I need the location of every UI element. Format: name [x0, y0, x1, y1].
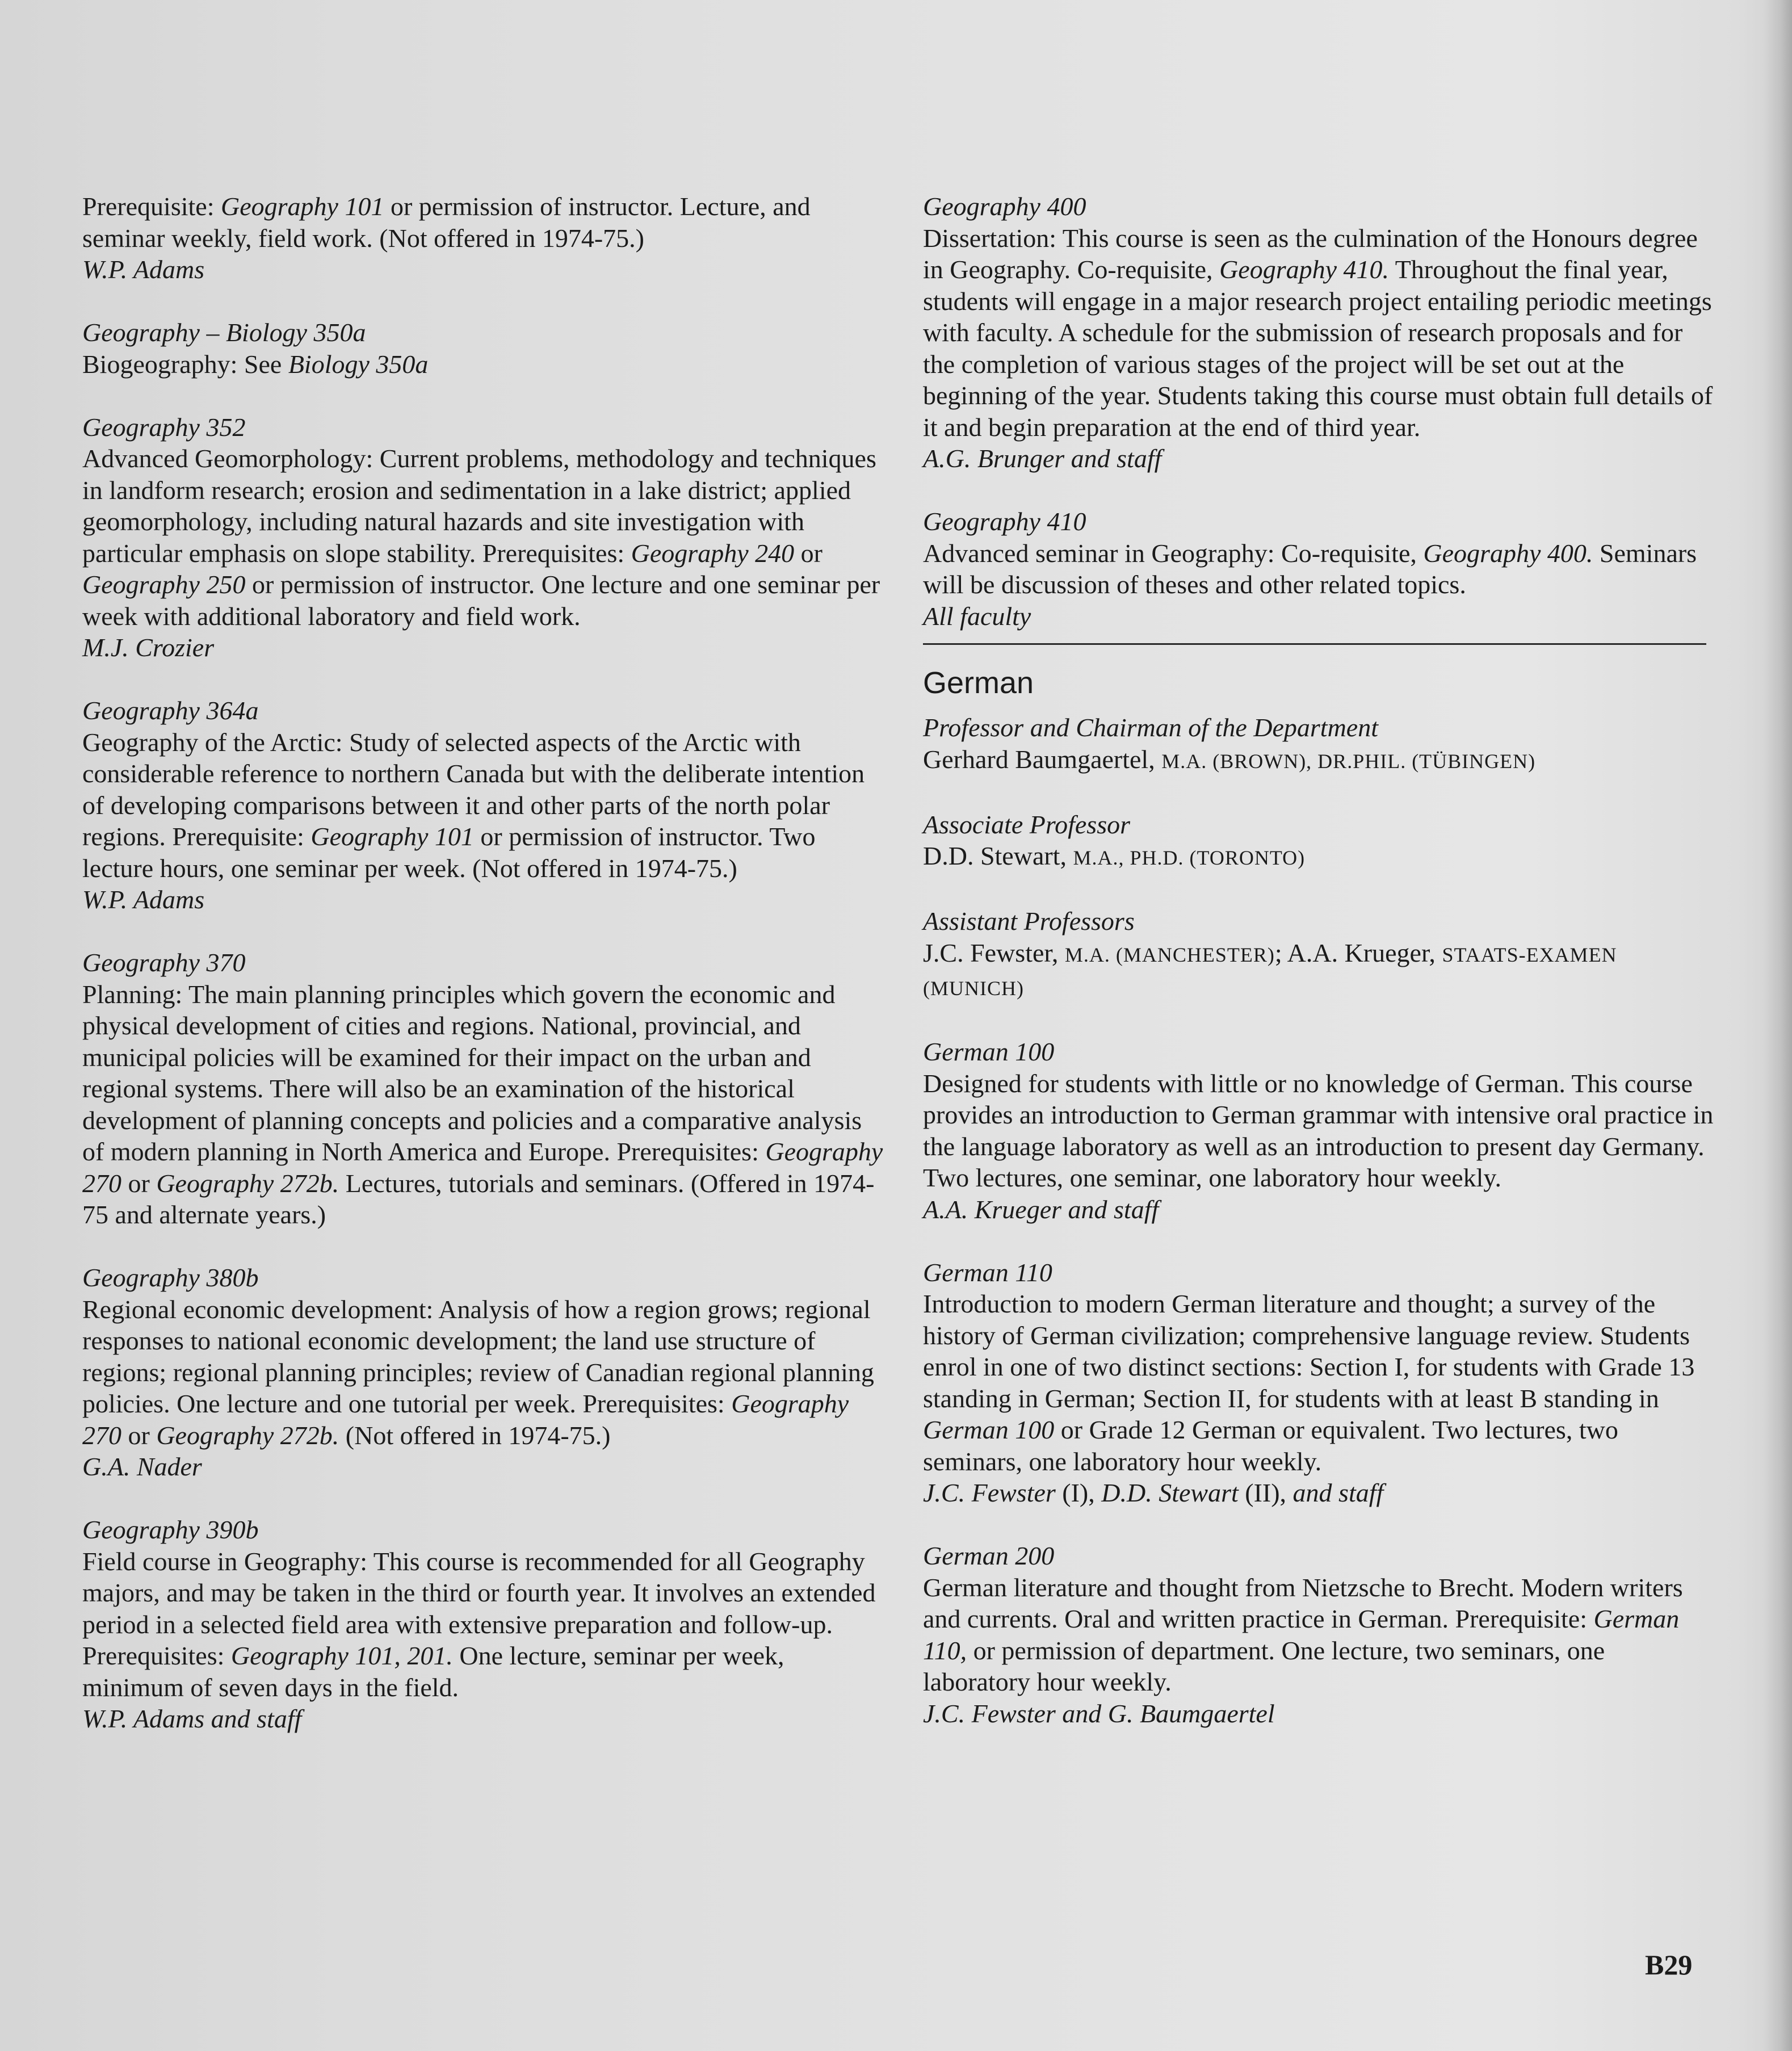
text-run: Throughout the final year, students will engage in a major research project entailing periodic meetings with faculty. A schedule for the submission of research proposals and for the completion of various stages of the project will be set out at the beginning of the year. Students taking this course must obtain full details of it and begin preparation at the end of third year.: [923, 255, 1713, 442]
course-instructor: W.P. Adams: [82, 255, 205, 284]
course-reference: Geography 101: [221, 192, 384, 221]
text-run: Lectures, tutorials and seminars. (Offered in 1974-75 and alternate years.): [82, 1168, 875, 1229]
course-entry: [923, 506, 1718, 632]
course-instructor: M.J. Crozier: [82, 633, 215, 662]
course-reference: Geography 270: [82, 1137, 883, 1198]
text-run: Biogeography: See: [82, 349, 288, 379]
course-reference: Geography 410.: [1219, 255, 1390, 284]
course-reference: German 100: [923, 1415, 1055, 1444]
course-entry: [82, 1262, 888, 1483]
course-description: [82, 1546, 888, 1704]
text-run: Planning: The main planning principles which govern the economic and physical development of cities and regions. National, provincial, and municipal policies will be examined for their impact on the urban and regional systems. There will also be an examination of the historical development of planning concepts and policies and a comparative analysis of modern planning in North America and Europe. Prerequisites:: [82, 979, 862, 1166]
faculty-name: J.C. Fewster,: [923, 938, 1065, 967]
text-run: or Grade 12 German or equivalent. Two lectures, two seminars, one laboratory hour weekly.: [923, 1415, 1618, 1476]
text-run: Introduction to modern German literature and thought; a survey of the history of German civilization; comprehensive language review. Students enrol in one of two distinct sections: Section I, for students with Grade 13 standing in German; Section II, for students with at least B standing in: [923, 1289, 1695, 1413]
text-run: or permission of instructor. One lecture and one seminar per week with additional laboratory and field work.: [82, 570, 880, 631]
page-number: B29: [1645, 1949, 1693, 1981]
faculty-name: D.D. Stewart,: [923, 841, 1073, 870]
faculty-name: ; A.A. Krueger,: [1274, 938, 1442, 967]
course-title: Geography 390b: [82, 1515, 259, 1544]
course-description: [923, 1288, 1718, 1477]
faculty-names: [923, 744, 1718, 778]
course-entry: [923, 191, 1718, 475]
course-title: Geography 370: [82, 948, 246, 977]
course-reference: Biology 350a: [288, 349, 429, 379]
instructor-name: J.C. Fewster: [923, 1478, 1056, 1507]
course-description: [82, 1294, 888, 1452]
course-title: Geography 400: [923, 192, 1086, 221]
text-run: Advanced seminar in Geography: Co-requisite,: [923, 538, 1424, 568]
section-label: (I),: [1055, 1478, 1102, 1507]
course-instructor: A.G. Brunger and staff: [923, 444, 1162, 473]
section-divider: [923, 643, 1706, 645]
text-run: Advanced Geomorphology: Current problems, methodology and techniques in landform research; erosion and sedimentation in a lake district; applied geomorphology, including natural hazards and site investigation with particular emphasis on slope stability. Prerequisites:: [82, 444, 876, 568]
course-reference: German 110,: [923, 1604, 1680, 1665]
course-description: [82, 727, 888, 884]
text-run: Geography of the Arctic: Study of selected aspects of the Arctic with considerable reference to northern Canada but with the deliberate intention of developing comparisons between it and other parts of the north polar regions. Prerequisite:: [82, 727, 865, 851]
left-column: [82, 191, 888, 1766]
course-title: German 100: [923, 1037, 1055, 1066]
faculty-degrees: M.A. (MANCHESTER): [1064, 943, 1275, 966]
faculty-degrees: M.A. (BROWN), DR.PHIL. (TÜBINGEN): [1161, 749, 1536, 773]
text-run: Seminars will be discussion of theses and other related topics.: [923, 538, 1697, 599]
page-edge-shadow: [1764, 0, 1792, 2051]
course-reference: Geography 250: [82, 570, 246, 599]
course-description: [923, 223, 1718, 443]
faculty-entry: [923, 905, 1718, 1005]
course-title: Geography 410: [923, 507, 1086, 536]
text-run: or: [121, 1168, 157, 1198]
course-reference: Geography 240: [631, 538, 795, 568]
text-run: German literature and thought from Nietzsche to Brecht. Modern writers and currents. Oral and written practice in German. Prerequisite:: [923, 1572, 1683, 1633]
course-description: [82, 349, 888, 380]
course-instructor: A.A. Krueger and staff: [923, 1194, 1159, 1224]
faculty-name: Gerhard Baumgaertel,: [923, 744, 1162, 774]
course-instructor: W.P. Adams: [82, 885, 205, 914]
course-title: German 110: [923, 1257, 1052, 1287]
faculty-degrees: STAATS-EXAMEN (MUNICH): [923, 943, 1617, 1000]
faculty-role: Professor and Chairman of the Department: [923, 713, 1378, 742]
course-entry: [923, 1540, 1718, 1729]
course-reference: Geography 101: [310, 822, 474, 851]
text-run: One lecture, seminar per week, minimum of seven days in the field.: [82, 1641, 784, 1702]
course-entry: [82, 412, 888, 664]
course-title: German 200: [923, 1541, 1055, 1570]
course-entry: [82, 191, 888, 286]
course-title: Geography – Biology 350a: [82, 318, 366, 347]
course-title: Geography 380b: [82, 1263, 259, 1292]
text-run: (Not offered in 1974-75.): [339, 1420, 611, 1450]
course-description: Designed for students with little or no knowledge of German. This course provides an introduction to German grammar with intensive oral practice in the language laboratory as well as an introduction to present day Germany. Two lectures, one seminar, one laboratory hour weekly.: [923, 1068, 1714, 1192]
text-run: Dissertation: This course is seen as the culmination of the Honours degree in Geography. Co-requisite,: [923, 223, 1698, 284]
course-reference: Geography 270: [82, 1389, 849, 1450]
course-description: [82, 979, 888, 1231]
text-run: Field course in Geography: This course is recommended for all Geography majors, and may be taken in the third or fourth year. It involves an extended period in a selected field area with extensive preparation and follow-up. Prerequisites:: [82, 1546, 876, 1670]
course-entry: [82, 695, 888, 916]
course-entry: [923, 1036, 1718, 1225]
course-reference: Geography 272b.: [156, 1420, 339, 1450]
course-instructor: W.P. Adams and staff: [82, 1704, 302, 1733]
text-run: Regional economic development: Analysis of how a region grows; regional responses to national economic development; the land use structure of regions; regional planning principles; review of Canadian regional planning policies. One lecture and one tutorial per week. Prerequisites:: [82, 1294, 874, 1418]
right-column: [923, 191, 1718, 1761]
faculty-role: Assistant Professors: [923, 907, 1135, 936]
text-run: or: [121, 1420, 157, 1450]
instructor-name: D.D. Stewart: [1101, 1478, 1239, 1507]
course-instructor: G.A. Nader: [82, 1452, 202, 1481]
course-entry: [82, 1514, 888, 1735]
course-title: Geography 364a: [82, 696, 259, 725]
course-reference: Geography 400.: [1423, 538, 1593, 568]
instructor-name: and staff: [1292, 1478, 1384, 1507]
faculty-entry: [923, 712, 1718, 777]
course-entry: [82, 947, 888, 1231]
course-entry: [923, 1257, 1718, 1509]
text-run: or permission of department. One lecture, two seminars, one laboratory hour weekly.: [923, 1635, 1605, 1696]
section-label: (II),: [1238, 1478, 1293, 1507]
course-reference: Geography 101, 201.: [230, 1641, 453, 1670]
course-title: Geography 352: [82, 412, 246, 442]
faculty-names: [923, 937, 1718, 1005]
faculty-names: [923, 840, 1718, 874]
text-run: Prerequisite:: [82, 192, 221, 221]
course-instructor: [923, 1477, 1718, 1509]
course-entry: [82, 317, 888, 380]
faculty-role: Associate Professor: [923, 810, 1130, 839]
course-instructor: All faculty: [923, 601, 1031, 631]
section-title: German: [923, 666, 1034, 700]
course-description: [82, 191, 888, 254]
course-description: [82, 443, 888, 632]
text-run: or: [794, 538, 822, 568]
course-reference: Geography 272b.: [156, 1168, 339, 1198]
text-run: or permission of instructor. Lecture, and seminar weekly, field work. (Not offered in 1974-75.): [82, 192, 811, 253]
faculty-degrees: M.A., PH.D. (TORONTO): [1073, 846, 1306, 869]
faculty-entry: [923, 809, 1718, 874]
text-run: or permission of instructor. Two lecture hours, one seminar per week. (Not offered in 1974-75.): [82, 822, 816, 883]
course-instructor: J.C. Fewster and G. Baumgaertel: [923, 1698, 1275, 1728]
course-description: [923, 1572, 1718, 1698]
course-description: [923, 538, 1718, 601]
